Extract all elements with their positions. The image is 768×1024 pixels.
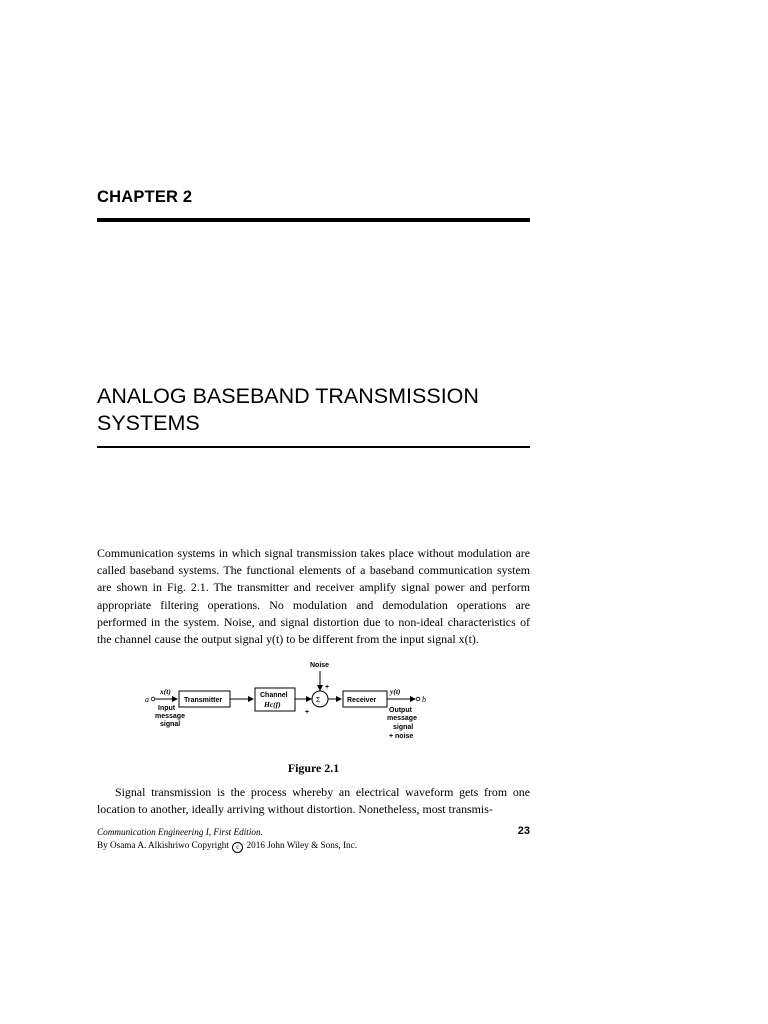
- chapter-label: CHAPTER 2: [97, 188, 193, 206]
- plus-bottom-label: +: [305, 709, 310, 716]
- output-signal-label: y(t): [390, 687, 401, 696]
- sum-symbol: Σ: [316, 697, 321, 704]
- footer-copyright-pre: By Osama A. Alkishriwo Copyright: [97, 840, 229, 850]
- footer-copyright-post: 2016 John Wiley & Sons, Inc.: [246, 840, 358, 850]
- input-caption-3: signal: [160, 721, 181, 728]
- figure-caption: Figure 2.1: [287, 761, 340, 775]
- node-a-circle: [151, 697, 155, 701]
- input-signal-label: x(t): [160, 687, 171, 696]
- node-b-label: b: [422, 695, 426, 704]
- plus-top-label: +: [325, 684, 330, 691]
- body-paragraph-2: Signal transmission is the process whereby an electrical waveform gets from one location to another, ideally arriving without distortion. Nonetheless, most transmis-: [97, 785, 530, 817]
- copyright-icon: c: [232, 842, 243, 853]
- input-caption-1: Input: [158, 705, 176, 712]
- output-caption-4: + noise: [389, 733, 414, 740]
- chapter-rule-thick: [97, 218, 530, 222]
- channel-label-1: Channel: [260, 692, 288, 699]
- output-caption-1: Output: [389, 707, 412, 714]
- input-caption-2: message: [155, 713, 185, 720]
- noise-label: Noise: [310, 662, 330, 669]
- chapter-rule-thin: [97, 446, 530, 448]
- chapter-title: ANALOG BASEBAND TRANSMISSION SYSTEMS: [97, 384, 479, 435]
- page-footer: [97, 826, 357, 853]
- page-number: 23: [517, 825, 530, 837]
- transmitter-label: Transmitter: [184, 697, 223, 704]
- block-diagram-figure: [140, 656, 440, 756]
- output-caption-3: signal: [393, 724, 414, 731]
- channel-label-2: Hc(f): [264, 700, 281, 709]
- receiver-label: Receiver: [347, 697, 377, 704]
- footer-copyright: [97, 839, 357, 853]
- block-diagram: [140, 656, 440, 756]
- node-b-circle: [416, 697, 420, 701]
- body-paragraph-1: Communication systems in which signal transmission takes place without modulation are called baseband systems. The functional elements of a baseband communication system are shown in Fig. 2.1. The transmitter and receiver amplify signal power and perform appropriate filtering operations. No modulation and demodulation operations are performed in the system. Noise, and signal distortion due to non-ideal characteristics of the channel cause the output signal y(t) to be different from the input signal x(t).: [97, 546, 530, 647]
- node-a-label: a: [145, 695, 149, 704]
- output-caption-2: message: [387, 715, 417, 722]
- footer-book-title: Communication Engineering I, First Edition.: [97, 827, 263, 837]
